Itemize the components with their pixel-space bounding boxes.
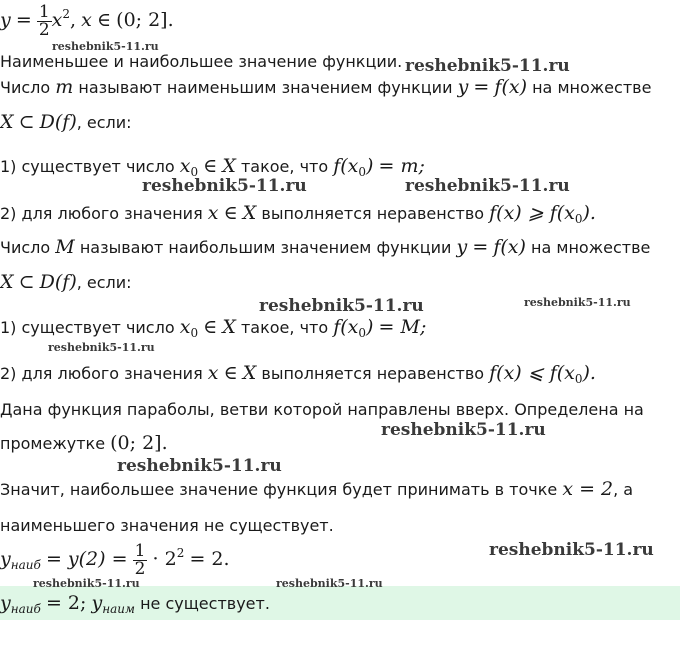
answer-line: $y_{наиб} = 2$; $y_{наим}$ не существует. (0, 592, 270, 616)
min-condition-1: 1) существует число $x_0$ ∈ X такое, что $f(x_0) = m$; (0, 155, 425, 179)
given-function: y = $\frac{1}{2}$ $x^2$, x ∈ (0; 2]. (0, 2, 174, 40)
watermark: reshebnik5-11.ru (524, 296, 631, 309)
max-definition-line2: X ⊂ D(f), если: (0, 271, 132, 293)
watermark: reshebnik5-11.ru (381, 420, 546, 440)
watermark: reshebnik5-11.ru (33, 577, 140, 590)
solution-given: Дана функция параболы, ветви которой направлены вверх. Определена на (0, 400, 644, 419)
max-definition-line1: Число M называют наибольшим значением функции y = f(x) на множестве (0, 236, 651, 258)
solution-conclusion: Значит, наибольшее значение функция будет принимать в точке x = 2, а (0, 478, 634, 500)
definitions-heading: Наименьшее и наибольшее значение функции. (0, 52, 403, 71)
watermark: reshebnik5-11.ru (117, 456, 282, 476)
min-definition-line1: Число m называют наименьшим значением функции y = f(x) на множестве (0, 76, 652, 98)
solution-interval: промежутке (0; 2]. (0, 432, 168, 454)
max-condition-2: 2) для любого значения x ∈ X выполняется неравенство f(x) ⩽ $f(x_0)$. (0, 362, 596, 386)
watermark: reshebnik5-11.ru (489, 540, 654, 560)
min-definition-line2: X ⊂ D(f), если: (0, 111, 132, 133)
min-condition-2: 2) для любого значения x ∈ X выполняется неравенство f(x) ⩾ $f(x_0)$. (0, 202, 596, 226)
watermark: reshebnik5-11.ru (259, 296, 424, 316)
max-condition-1: 1) существует число $x_0$ ∈ X такое, что $f(x_0) = M$; (0, 316, 427, 340)
watermark: reshebnik5-11.ru (405, 56, 570, 76)
watermark: reshebnik5-11.ru (405, 176, 570, 196)
watermark: reshebnik5-11.ru (48, 341, 155, 354)
solution-calculation: $y_{наиб} = y(2)$ = $\frac{1}{2}$ · $2^2 = 2$. (0, 541, 230, 579)
fraction-one-half: $\frac{1}{2}$ (38, 2, 50, 40)
watermark: reshebnik5-11.ru (276, 577, 383, 590)
solution-no-min: наименьшего значения не существует. (0, 516, 334, 535)
watermark: reshebnik5-11.ru (142, 176, 307, 196)
fraction-one-half-calc: $\frac{1}{2}$ (134, 541, 146, 579)
watermark: reshebnik5-11.ru (52, 40, 159, 53)
